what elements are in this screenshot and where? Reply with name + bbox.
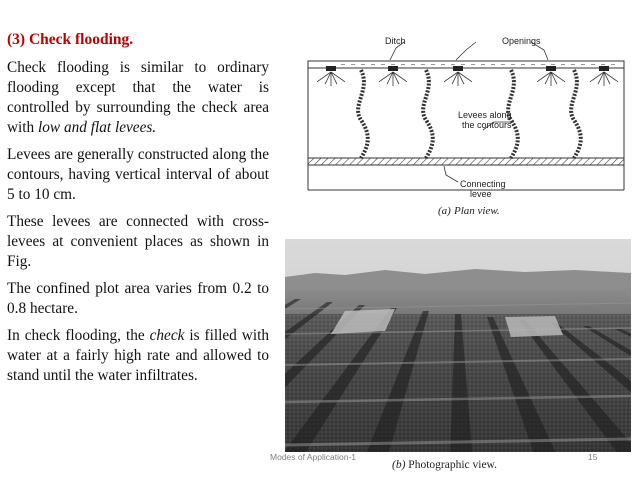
openings-leader-1: [456, 42, 476, 60]
paragraph-text: The confined plot area varies from 0.2 to 0.8 hectare.: [7, 280, 269, 317]
page-number: 15: [588, 452, 598, 462]
slide-paragraph: [7, 145, 269, 205]
plan-view-diagram: [286, 30, 631, 230]
flooded-check-right: [505, 316, 563, 337]
slide-paragraph: [7, 58, 269, 138]
contour-levee: [571, 70, 581, 158]
slide-paragraph: [7, 279, 269, 319]
photographic-caption-prefix: (b): [392, 459, 406, 471]
ditch-label: Ditch: [385, 36, 406, 46]
paragraph-text: Levees are generally constructed along the contours, having vertical interval of about 5 to 10 cm.: [7, 146, 269, 203]
contour-levee: [358, 70, 368, 158]
connecting-label-line2: levee: [470, 189, 492, 199]
opening-marker: [444, 66, 472, 86]
opening-marker: [590, 66, 618, 86]
emphasis-text: check: [149, 327, 185, 344]
photographic-view-figure: [285, 239, 631, 452]
slide-heading: (3) Check flooding.: [7, 31, 134, 48]
levees-label-line2: the contours: [462, 120, 512, 130]
openings-group: [317, 66, 618, 86]
plan-view-caption-prefix: (a): [438, 205, 451, 217]
paragraph-list: [7, 58, 269, 386]
plan-view-caption-text: Plan view.: [454, 205, 500, 217]
slide-text: [7, 30, 269, 393]
photographic-caption-text: Photographic view.: [408, 459, 497, 471]
photographic-view-caption: [392, 459, 497, 471]
opening-marker: [379, 66, 407, 86]
paragraph-text: In check flooding, the: [7, 327, 150, 344]
opening-marker: [537, 66, 565, 86]
emphasis-text: low and flat levees.: [38, 119, 157, 136]
field-photo-illustration: [285, 239, 631, 452]
ditch-channel: [308, 61, 624, 68]
opening-marker: [317, 66, 345, 86]
paragraph-text: is filled with water at a fairly high rate and allowed to stand until the water infiltrates.: [7, 327, 269, 384]
plan-view-figure: [286, 30, 631, 230]
levees-label-line1: Levees along: [458, 110, 512, 120]
paragraph-text: These levees are connected with cross-levees at convenient places as shown in Fig.: [7, 213, 269, 270]
paragraph-text: Check flooding is similar to ordinary flooding except that the water is controlled by surrounding the check area with: [7, 59, 269, 136]
connecting-label-line1: Connecting: [460, 179, 506, 189]
connecting-levee: [308, 158, 624, 165]
slide-paragraph: [7, 212, 269, 272]
contour-levee: [423, 70, 433, 158]
connecting-leader: [444, 166, 458, 182]
footer-title: Modes of Application-1: [270, 452, 356, 462]
openings-label: Openings: [502, 36, 541, 46]
slide-paragraph: [7, 326, 269, 386]
